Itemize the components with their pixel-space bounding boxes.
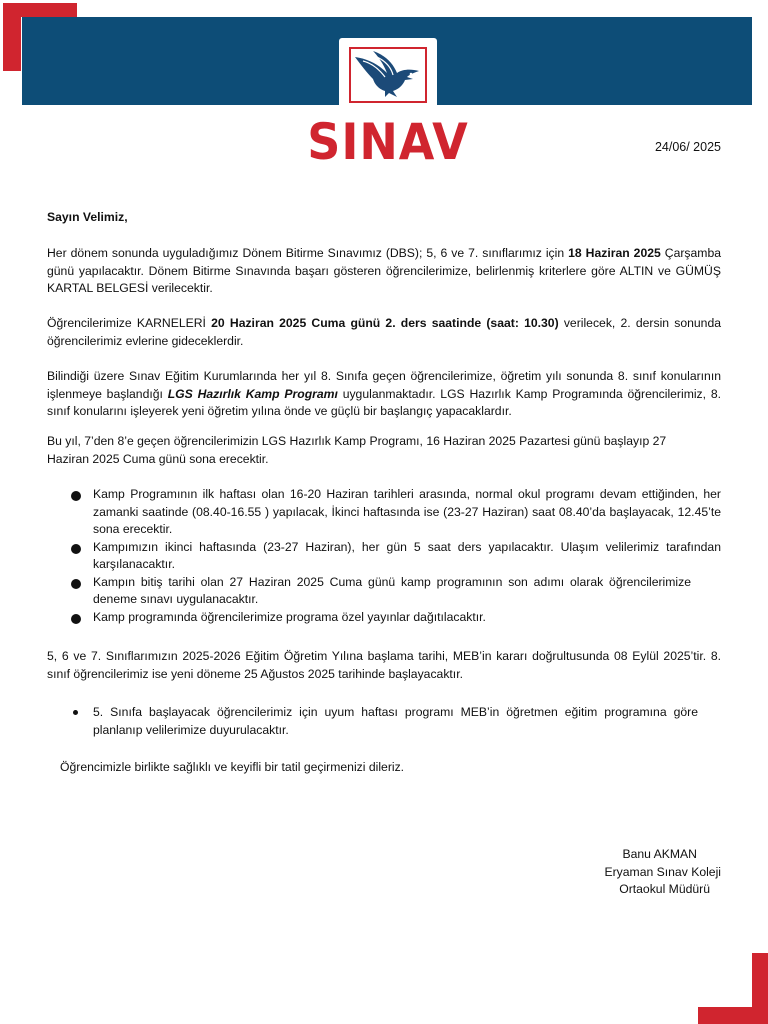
corner-accent-top-left-bar — [3, 3, 77, 17]
greeting: Sayın Velimiz, — [47, 210, 128, 224]
list-item-text: Kampın bitiş tarihi olan 27 Haziran 2025 Cuma günü kamp programının son adımı olarak öğrencilerimize deneme sınavı uygulanacaktır. — [93, 574, 691, 606]
paragraph-school-start: 5, 6 ve 7. Sınıflarımızın 2025-2026 Eğitim Öğretim Yılına başlama tarihi, MEB’in kararı doğrultusunda 08 Eylül 2025’tir. 8. sınıf öğrencilerimiz ise yeni döneme 25 Ağustos 2025 tarihinde başlayacaktır. — [47, 649, 721, 681]
signature-school: Eryaman Sınav Koleji — [604, 865, 721, 879]
list-item — [68, 574, 721, 609]
letter-date: 24/06/ 2025 — [654, 140, 721, 154]
list-item-text: 5. Sınıfa başlayacak öğrencilerimiz için uyum haftası programı MEB’in öğretmen eğitim programına göre planlanıp velilerimize duyurulacaktır. — [93, 705, 698, 737]
bullet-icon — [71, 614, 81, 624]
bullet-icon — [73, 710, 78, 715]
closing-line: Öğrencimizle birlikte sağlıklı ve keyifli bir tatil geçirmenizi dileriz. — [60, 760, 405, 774]
list-item — [68, 609, 721, 627]
paragraph-report-cards — [47, 315, 721, 350]
paragraph-exam-text-2: Çarşamba günü yapılacaktır. Dönem Bitirme Sınavında başarı gösteren öğrencilerimize, belirlenmiş kriterlere göre ALTIN ve GÜMÜŞ KARTAL BELGESİ verilecektir. — [47, 246, 721, 295]
bullet-icon — [71, 579, 81, 589]
signature-name: Banu AKMAN — [622, 847, 697, 861]
list-item — [68, 704, 698, 739]
paragraph-camp-dates: Bu yıl, 7’den 8’e geçen öğrencilerimizin LGS Hazırlık Kamp Programı, 16 Haziran 2025 Pazartesi günü başlayıp 27 Haziran 2025 Cuma günü sona erecektir. — [47, 434, 667, 466]
bullet-icon — [71, 544, 81, 554]
paragraph-exam-text-1: Her dönem sonunda uyguladığımız Dönem Bitirme Sınavımız (DBS); 5, 6 ve 7. sınıflarımız için — [47, 246, 569, 260]
list-item-text: Kamp Programının ilk haftası olan 16-20 Haziran tarihleri arasında, normal okul programı devam ettiğinden, her zamanki saatinde (08.40-16.55 ) yapılacak, İkinci haftasında ise (23-27 Haziran) saat 08.40’da başlayacak, 12.45’te sona erecektir. — [93, 487, 721, 536]
list-item — [68, 539, 721, 574]
brand-logo-text: SINAV — [307, 113, 469, 171]
exam-date: 18 Haziran 2025 — [568, 246, 661, 260]
paragraph-lgs-text-1: Bilindiği üzere Sınav Eğitim Kurumlarında her yıl 8. Sınıfa geçen öğrencilerimize, öğretim yılı sonunda 8. sınıf konularının işlenmeye başlandığı — [47, 369, 721, 401]
paragraph-lgs-text-2: uygulanmaktadır. LGS Hazırlık Kamp Programında öğrencilerimiz, 8. sınıf konularını işleyerek yeni öğretim yılına önde ve güçlü bir başlangıç yapacaklardır. — [47, 386, 722, 418]
logo-emblem — [349, 47, 427, 103]
paragraph-exam — [47, 245, 721, 298]
list-item-text: Kamp programında öğrencilerimize programa özel yayınlar dağıtılacaktır. — [93, 609, 486, 624]
camp-bullet-list — [68, 486, 721, 626]
list-item — [68, 486, 721, 539]
bullet-icon — [71, 491, 81, 501]
signature-title: Ortaokul Müdürü — [619, 882, 710, 896]
list-item-text: Kampımızın ikinci haftasında (23-27 Haziran), her gün 5 saat ders yapılacaktır. Ulaşım velilerimiz tarafından karşılanacaktır. — [93, 539, 721, 571]
paragraph-report-text-2: verilecek, 2. dersin sonunda öğrencilerimiz evlerine gideceklerdir. — [47, 316, 722, 348]
report-card-date: 20 Haziran 2025 Cuma günü 2. ders saatinde (saat: 10.30) — [211, 316, 559, 330]
eagle-icon — [351, 49, 425, 101]
paragraph-report-text-1: Öğrencilerimize KARNELERİ — [47, 316, 212, 330]
lgs-program-name: LGS Hazırlık Kamp Programı — [167, 386, 338, 401]
paragraph-lgs — [47, 368, 721, 421]
grade5-bullet-list — [68, 704, 698, 739]
corner-accent-bottom-right-bar — [698, 1007, 768, 1024]
